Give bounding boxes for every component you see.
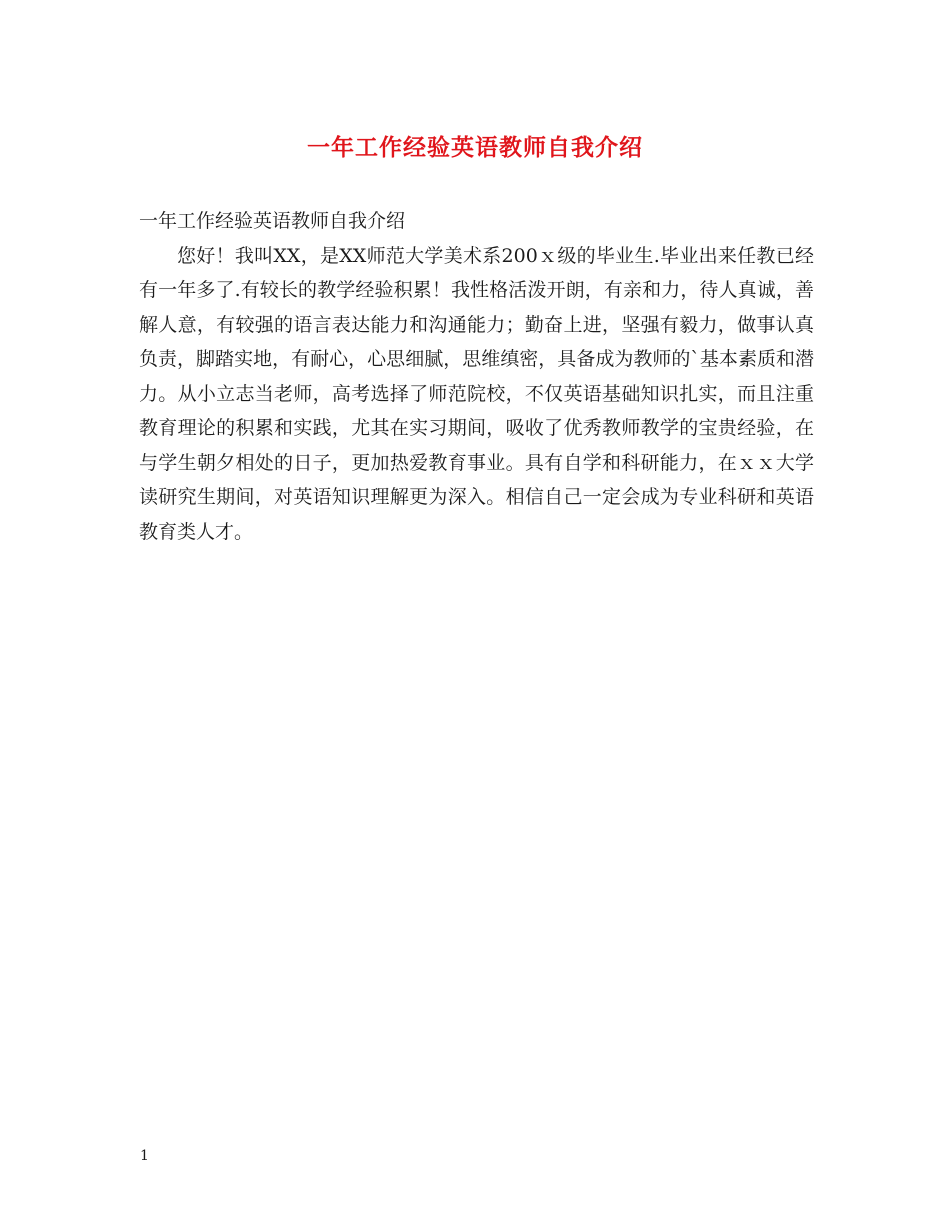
document-subtitle: 一年工作经验英语教师自我介绍 bbox=[139, 210, 406, 232]
document-title: 一年工作经验英语教师自我介绍 bbox=[307, 134, 643, 161]
document-body bbox=[139, 204, 814, 549]
body-paragraph: 您好！我叫XX，是XX师范大学美术系200ｘ级的毕业生.毕业出来任教已经有一年多了.有较长的教学经验积累！我性格活泼开朗，有亲和力，待人真诚，善解人意，有较强的语言表达能力和沟通能力；勤奋上进，坚强有毅力，做事认真负责，脚踏实地，有耐心，心思细腻，思维缜密，具备成为教师的`基本素质和潜力。从小立志当老师，高考选择了师范院校，不仅英语基础知识扎实，而且注重教育理论的积累和实践，尤其在实习期间，吸收了优秀教师教学的宝贵经验，在与学生朝夕相处的日子，更加热爱教育事业。具有自学和科研能力，在ｘｘ大学读研究生期间，对英语知识理解更为深入。相信自己一定会成为专业科研和英语教育类人才。 bbox=[139, 244, 814, 543]
page-number: 1 bbox=[140, 1148, 149, 1164]
